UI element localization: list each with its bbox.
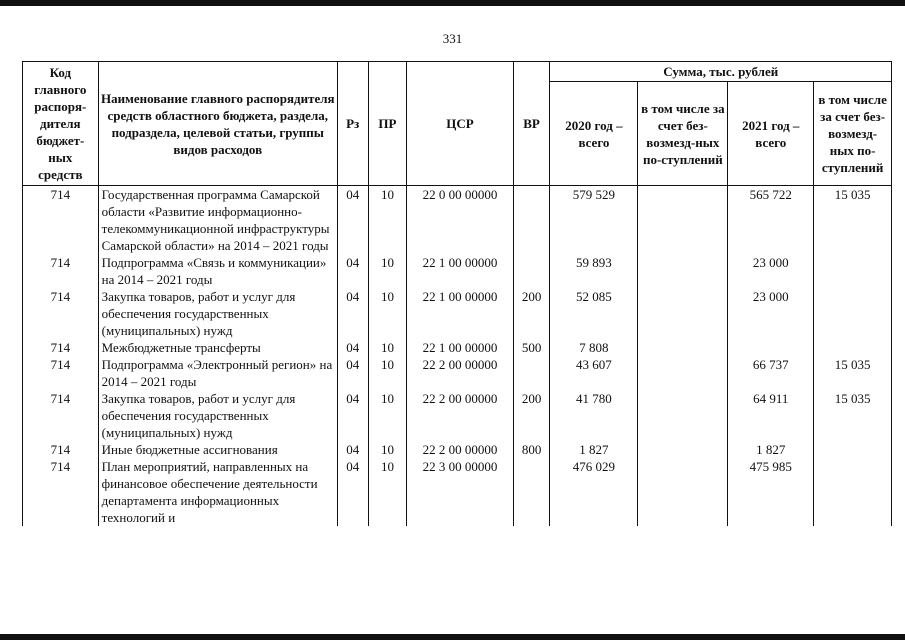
row-2021-total: 66 737: [728, 356, 814, 390]
row-csr: 22 2 00 00000: [407, 390, 513, 441]
row-2020-total: 579 529: [550, 186, 638, 255]
top-border: [0, 0, 905, 6]
row-2021-free: [814, 288, 892, 339]
row-2021-total: 23 000: [728, 254, 814, 288]
row-code: 714: [23, 458, 99, 526]
row-2021-total: 475 985: [728, 458, 814, 526]
header-2020-total: 2020 год – всего: [550, 82, 638, 186]
row-2021-total: 23 000: [728, 288, 814, 339]
row-vr: [513, 356, 550, 390]
row-2020-total: 1 827: [550, 441, 638, 458]
row-vr: 800: [513, 441, 550, 458]
row-2021-free: [814, 458, 892, 526]
row-vr: [513, 458, 550, 526]
row-2020-free: [638, 390, 728, 441]
row-2020-free: [638, 458, 728, 526]
row-rz: 04: [337, 441, 368, 458]
row-2020-total: 41 780: [550, 390, 638, 441]
row-2020-free: [638, 356, 728, 390]
row-code: 714: [23, 390, 99, 441]
row-rz: 04: [337, 186, 368, 255]
row-pr: 10: [368, 339, 407, 356]
row-2021-free: 15 035: [814, 186, 892, 255]
row-code: 714: [23, 186, 99, 255]
table-row: [23, 441, 892, 458]
row-code: 714: [23, 339, 99, 356]
row-pr: 10: [368, 441, 407, 458]
row-name: Государственная программа Самарской области «Развитие информационно-телекоммуникационной инфраструктуры Самарской области» на 2014 – 2021 годы: [98, 186, 337, 255]
row-2020-free: [638, 288, 728, 339]
table-row: [23, 254, 892, 288]
table-row: [23, 390, 892, 441]
row-pr: 10: [368, 254, 407, 288]
row-csr: 22 1 00 00000: [407, 254, 513, 288]
page-number: 331: [442, 31, 463, 46]
header-2021-free: в том числе за счет без-возмезд-ных по-ступлений: [814, 82, 892, 186]
row-vr: 200: [513, 390, 550, 441]
table-row: [23, 339, 892, 356]
budget-table: [22, 61, 892, 526]
table-row: [23, 356, 892, 390]
row-pr: 10: [368, 186, 407, 255]
table-row: [23, 186, 892, 255]
table-row: [23, 288, 892, 339]
row-2021-free: [814, 254, 892, 288]
bottom-border: [0, 634, 905, 640]
row-name: Закупка товаров, работ и услуг для обеспечения государственных (муниципальных) нужд: [98, 390, 337, 441]
table-row: [23, 458, 892, 526]
row-2021-free: 15 035: [814, 390, 892, 441]
row-vr: [513, 186, 550, 255]
row-csr: 22 0 00 00000: [407, 186, 513, 255]
row-rz: 04: [337, 458, 368, 526]
row-2021-free: [814, 441, 892, 458]
row-code: 714: [23, 254, 99, 288]
row-name: Закупка товаров, работ и услуг для обеспечения государственных (муниципальных) нужд: [98, 288, 337, 339]
row-2021-total: 64 911: [728, 390, 814, 441]
row-rz: 04: [337, 356, 368, 390]
header-2020-free: в том числе за счет без-возмезд-ных по-ступлений: [638, 82, 728, 186]
row-2020-free: [638, 441, 728, 458]
row-name: Иные бюджетные ассигнования: [98, 441, 337, 458]
row-rz: 04: [337, 390, 368, 441]
row-rz: 04: [337, 254, 368, 288]
header-code: Код главного распоря-дителя бюджет-ных средств: [23, 62, 99, 186]
row-vr: 500: [513, 339, 550, 356]
row-2021-free: 15 035: [814, 356, 892, 390]
header-pr: ПР: [368, 62, 407, 186]
row-pr: 10: [368, 458, 407, 526]
row-rz: 04: [337, 288, 368, 339]
row-2021-total: 1 827: [728, 441, 814, 458]
row-2020-total: 52 085: [550, 288, 638, 339]
row-2020-free: [638, 254, 728, 288]
row-2020-free: [638, 339, 728, 356]
row-pr: 10: [368, 356, 407, 390]
row-2021-total: [728, 339, 814, 356]
row-code: 714: [23, 356, 99, 390]
row-name: Межбюджетные трансферты: [98, 339, 337, 356]
header-sum: Сумма, тыс. рублей: [550, 62, 892, 82]
row-2021-free: [814, 339, 892, 356]
header-csr: ЦСР: [407, 62, 513, 186]
row-csr: 22 3 00 00000: [407, 458, 513, 526]
row-2020-total: 59 893: [550, 254, 638, 288]
row-vr: 200: [513, 288, 550, 339]
row-2020-free: [638, 186, 728, 255]
header-name: Наименование главного распорядителя средств областного бюджета, раздела, подраздела, целевой статьи, группы видов расходов: [98, 62, 337, 186]
row-name: План мероприятий, направленных на финансовое обеспечение деятельности департамента информационных технологий и: [98, 458, 337, 526]
row-rz: 04: [337, 339, 368, 356]
row-csr: 22 1 00 00000: [407, 339, 513, 356]
row-pr: 10: [368, 288, 407, 339]
row-code: 714: [23, 441, 99, 458]
header-rz: Рз: [337, 62, 368, 186]
row-pr: 10: [368, 390, 407, 441]
row-csr: 22 2 00 00000: [407, 356, 513, 390]
header-2021-total: 2021 год – всего: [728, 82, 814, 186]
table-body: [23, 186, 892, 527]
header-vr: ВР: [513, 62, 550, 186]
row-name: Подпрограмма «Связь и коммуникации» на 2014 – 2021 годы: [98, 254, 337, 288]
row-csr: 22 2 00 00000: [407, 441, 513, 458]
row-2021-total: 565 722: [728, 186, 814, 255]
row-code: 714: [23, 288, 99, 339]
row-2020-total: 43 607: [550, 356, 638, 390]
row-vr: [513, 254, 550, 288]
row-csr: 22 1 00 00000: [407, 288, 513, 339]
row-name: Подпрограмма «Электронный регион» на 2014 – 2021 годы: [98, 356, 337, 390]
row-2020-total: 7 808: [550, 339, 638, 356]
row-2020-total: 476 029: [550, 458, 638, 526]
